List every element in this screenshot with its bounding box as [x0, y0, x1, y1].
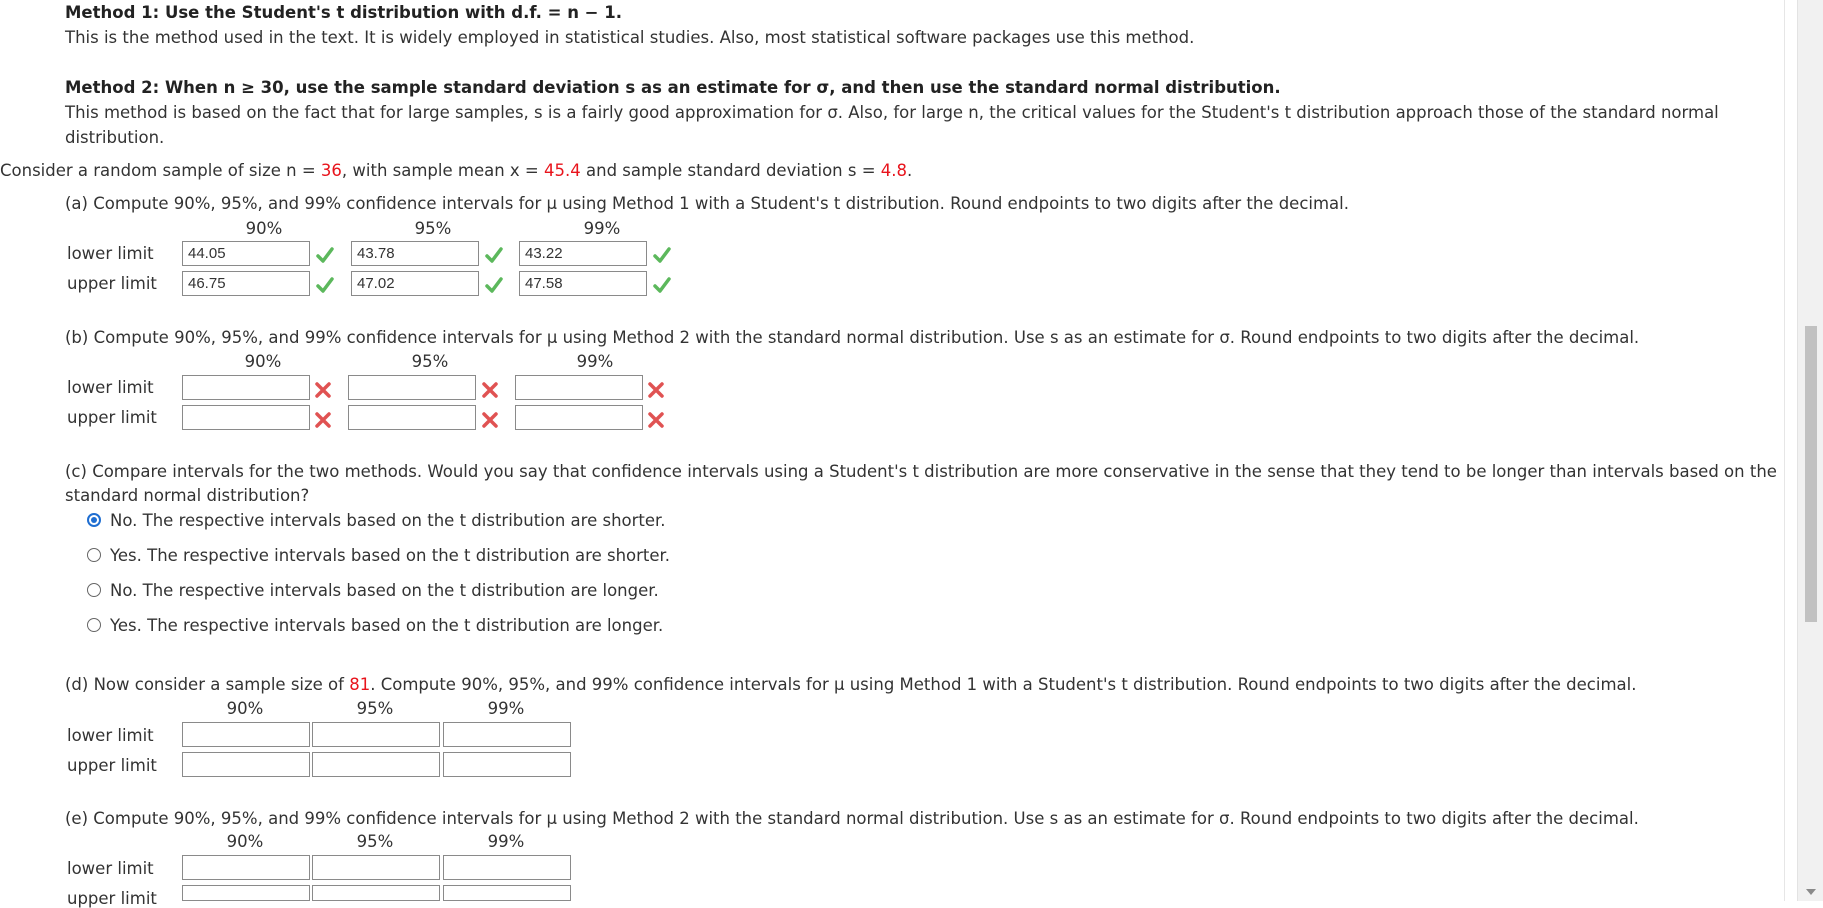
a-upper-90-input[interactable]: 46.75 [182, 271, 310, 296]
col-header-99: 99% [487, 699, 525, 718]
method1-title: Method 1: Use the Student's t distribution with d.f. = n − 1. [65, 3, 623, 22]
method2-desc-line2: distribution. [65, 128, 165, 147]
part-c-prompt-line1: (c) Compare intervals for the two methods. Would you say that confidence intervals using a Student's t distribution are more conservative in the sense that they tend to be longer than intervals based on the [65, 462, 1777, 481]
method2-title: Method 2: When n ≥ 30, use the sample standard deviation s as an estimate for σ, and then use the standard normal distribution. [65, 78, 1281, 97]
check-icon [484, 275, 504, 295]
check-icon [652, 245, 672, 265]
part-c-prompt-line2: standard normal distribution? [65, 486, 310, 505]
d-upper-90-input[interactable] [182, 752, 310, 777]
content-divider [1784, 0, 1785, 901]
x-icon [313, 380, 333, 400]
part-a-prompt: (a) Compute 90%, 95%, and 99% confidence intervals for μ using Method 1 with a Student's t distribution. Round endpoints to two digits after the decimal. [65, 194, 1349, 213]
a-lower-99-input[interactable]: 43.22 [519, 241, 647, 266]
e-upper-90-input[interactable] [182, 885, 310, 901]
col-header-95: 95% [411, 352, 449, 371]
b-upper-90-input[interactable] [182, 405, 310, 430]
radio-option-label: No. The respective intervals based on the t distribution are longer. [110, 581, 659, 600]
row-label-upper: upper limit [67, 408, 157, 427]
scrollbar-thumb[interactable] [1805, 326, 1817, 622]
col-header-99: 99% [583, 219, 621, 238]
radio-button[interactable] [87, 583, 101, 597]
a-lower-95-input[interactable]: 43.78 [351, 241, 479, 266]
e-lower-99-input[interactable] [443, 855, 571, 880]
scroll-down-arrow-icon[interactable] [1806, 889, 1816, 895]
check-icon [652, 275, 672, 295]
e-upper-99-input[interactable] [443, 885, 571, 901]
b-lower-95-input[interactable] [348, 375, 476, 400]
e-lower-90-input[interactable] [182, 855, 310, 880]
sample-sd-value: 4.8 [880, 161, 908, 180]
col-header-95: 95% [356, 832, 394, 851]
radio-option-label: Yes. The respective intervals based on the t distribution are longer. [110, 616, 664, 635]
row-label-upper: upper limit [67, 756, 157, 775]
b-lower-99-input[interactable] [515, 375, 643, 400]
part-e-prompt: (e) Compute 90%, 95%, and 99% confidence intervals for μ using Method 2 with the standard normal distribution. Use s as an estimate for σ. Round endpoints to two digits after the decimal. [65, 809, 1639, 828]
x-icon [646, 410, 666, 430]
d-lower-95-input[interactable] [312, 722, 440, 747]
col-header-90: 90% [245, 219, 283, 238]
e-lower-95-input[interactable] [312, 855, 440, 880]
a-lower-90-input[interactable]: 44.05 [182, 241, 310, 266]
row-label-upper: upper limit [67, 274, 157, 293]
d-upper-95-input[interactable] [312, 752, 440, 777]
radio-button[interactable] [87, 618, 101, 632]
b-lower-90-input[interactable] [182, 375, 310, 400]
col-header-90: 90% [244, 352, 282, 371]
radio-button[interactable] [87, 513, 101, 527]
radio-button[interactable] [87, 548, 101, 562]
d-lower-99-input[interactable] [443, 722, 571, 747]
x-icon [480, 380, 500, 400]
x-icon [480, 410, 500, 430]
part-d-prompt: (d) Now consider a sample size of 81. Compute 90%, 95%, and 99% confidence intervals for μ using Method 1 with a Student's t distribution. Round endpoints to two digits after the decimal. [65, 675, 1637, 694]
row-label-lower: lower limit [67, 244, 154, 263]
sample-description: Consider a random sample of size n = 36, with sample mean x = 45.4 and sample standard deviation s = 4.8. [0, 161, 913, 180]
sample-mean-value: 45.4 [544, 161, 581, 180]
method1-desc: This is the method used in the text. It is widely employed in statistical studies. Also, most statistical software packages use this method. [65, 28, 1195, 47]
radio-option-label: Yes. The respective intervals based on the t distribution are shorter. [110, 546, 671, 565]
a-upper-95-input[interactable]: 47.02 [351, 271, 479, 296]
col-header-90: 90% [226, 699, 264, 718]
x-icon [646, 380, 666, 400]
col-header-95: 95% [356, 699, 394, 718]
check-icon [315, 245, 335, 265]
e-upper-95-input[interactable] [312, 885, 440, 901]
col-header-99: 99% [487, 832, 525, 851]
d-lower-90-input[interactable] [182, 722, 310, 747]
row-label-lower: lower limit [67, 378, 154, 397]
radio-option-label: No. The respective intervals based on the t distribution are shorter. [110, 511, 666, 530]
check-icon [484, 245, 504, 265]
b-upper-99-input[interactable] [515, 405, 643, 430]
part-b-prompt: (b) Compute 90%, 95%, and 99% confidence intervals for μ using Method 2 with the standard normal distribution. Use s as an estimate for σ. Round endpoints to two digits after the decimal. [65, 328, 1640, 347]
a-upper-99-input[interactable]: 47.58 [519, 271, 647, 296]
d-upper-99-input[interactable] [443, 752, 571, 777]
sample-size-value: 36 [320, 161, 342, 180]
col-header-95: 95% [414, 219, 452, 238]
x-icon [313, 410, 333, 430]
b-upper-95-input[interactable] [348, 405, 476, 430]
row-label-lower: lower limit [67, 726, 154, 745]
method2-desc-line1: This method is based on the fact that for large samples, s is a fairly good approximation for σ. Also, for large n, the critical values for the Student's t distribution approach those of the standard normal [65, 103, 1719, 122]
row-label-upper: upper limit [67, 889, 157, 908]
col-header-99: 99% [576, 352, 614, 371]
sample-size-d-value: 81 [349, 675, 371, 694]
check-icon [315, 275, 335, 295]
row-label-lower: lower limit [67, 859, 154, 878]
col-header-90: 90% [226, 832, 264, 851]
